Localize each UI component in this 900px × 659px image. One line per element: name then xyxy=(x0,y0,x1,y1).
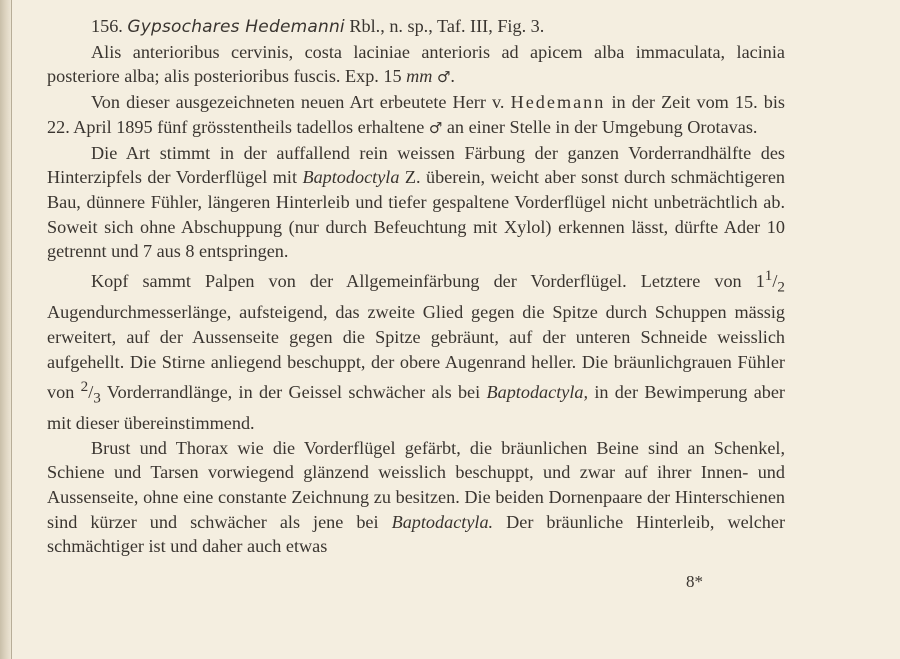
species-heading xyxy=(47,14,785,40)
latin-diagnosis xyxy=(47,40,785,90)
collector-name: Hedemann xyxy=(510,92,606,113)
discovery-text-c: an einer Stelle in der Umgebung Orotavas. xyxy=(442,116,758,137)
paragraph-head xyxy=(47,264,785,436)
thorax-text-b: Der bräunliche Hinterleib, welcher schmächtiger ist und daher auch etwas xyxy=(47,511,786,557)
male-symbol: ♂ xyxy=(428,118,443,137)
paragraph-thorax xyxy=(47,436,785,560)
signature-mark: 8* xyxy=(686,572,703,591)
male-symbol: ♂ xyxy=(436,68,451,87)
head-text-c: Vorderrandlänge, in der Geissel schwächer als bei xyxy=(100,381,487,402)
discovery-text-a: Von dieser ausgezeichneten neuen Art erbeutete Herr v. xyxy=(91,92,511,113)
discovery-text-b: in der Zeit vom 15. bis 22. April 1895 fünf grösstentheils tadellos erhaltene xyxy=(47,92,786,137)
species-name: Gypsochares Hedemanni xyxy=(127,17,345,37)
comparison-text-b: Z. überein, weicht aber sonst durch schmächtigeren Bau, dünnere Fühler, längeren Hinterleib und tiefer gespaltene Vorderflügel nicht unbeträchtlich ab. Soweit sich ohne Abschuppung (nur durch Befeuchtung mit Xylol) erkennen lässt, dürfte Ader 10 getrennt und 7 aus 8 entspringen. xyxy=(47,167,785,262)
fraction-one-and-half: $1^1/_2$ xyxy=(755,267,785,296)
paragraph-discovery xyxy=(47,90,785,140)
genus-name: Baptodoctyla xyxy=(302,167,400,188)
thorax-text-a: Brust und Thorax wie die Vorderflügel gefärbt, die bräunlichen Beine sind an Schenkel, Schiene und Tarsen vorwiegend glänzend weisslich beschuppt, und zwar auf ihrer Innen- und Aussenseite, ohne eine constante Zeichnung zu besitzen. Die beiden Dornenpaare der Hinterschienen sind kürzer und schwächer als jene bei xyxy=(47,437,785,532)
page-text xyxy=(47,14,785,559)
unit-mm: mm xyxy=(406,66,433,87)
head-text-d: in der Bewimperung aber mit dieser übereinstimmend. xyxy=(47,381,785,433)
entry-number: 156. xyxy=(91,16,123,36)
diagnosis-text: Alis anterioribus cervinis, costa laciniae anterioris ad apicem alba immaculata, lacinia posteriore alba; alis posterioribus fuscis. Exp. 15 xyxy=(47,41,785,87)
fraction-two-thirds: $^2/_3$ xyxy=(80,377,101,407)
comparison-text-a: Die Art stimmt in der auffallend rein weissen Färbung der ganzen Vorderrandhälfte des Hinterzipfels der Vorderflügel mit xyxy=(47,142,785,188)
genus-name: Baptodactyla. xyxy=(391,511,494,532)
paragraph-comparison xyxy=(47,141,785,265)
page-binding-edge xyxy=(11,0,12,659)
head-text-b: Augendurchmesserlänge, aufsteigend, das zweite Glied gegen die Spitze durch Schuppen mässig erweitert, auf der Aussenseite gegen die Spitze gebräunt, auf der unteren Schneide weisslich aufgehellt. Die Stirne anliegend beschuppt, der obere Augenrand heller. Die bräunlichgrauen Fühler von xyxy=(47,302,785,402)
species-authority: Rbl., n. sp., Taf. III, Fig. 3. xyxy=(344,16,545,36)
head-text-a: Kopf sammt Palpen von der Allgemeinfärbung der Vorderflügel. Letztere von xyxy=(91,271,756,292)
diagnosis-end: . xyxy=(450,66,455,87)
genus-name: Baptodactyla, xyxy=(486,381,589,402)
